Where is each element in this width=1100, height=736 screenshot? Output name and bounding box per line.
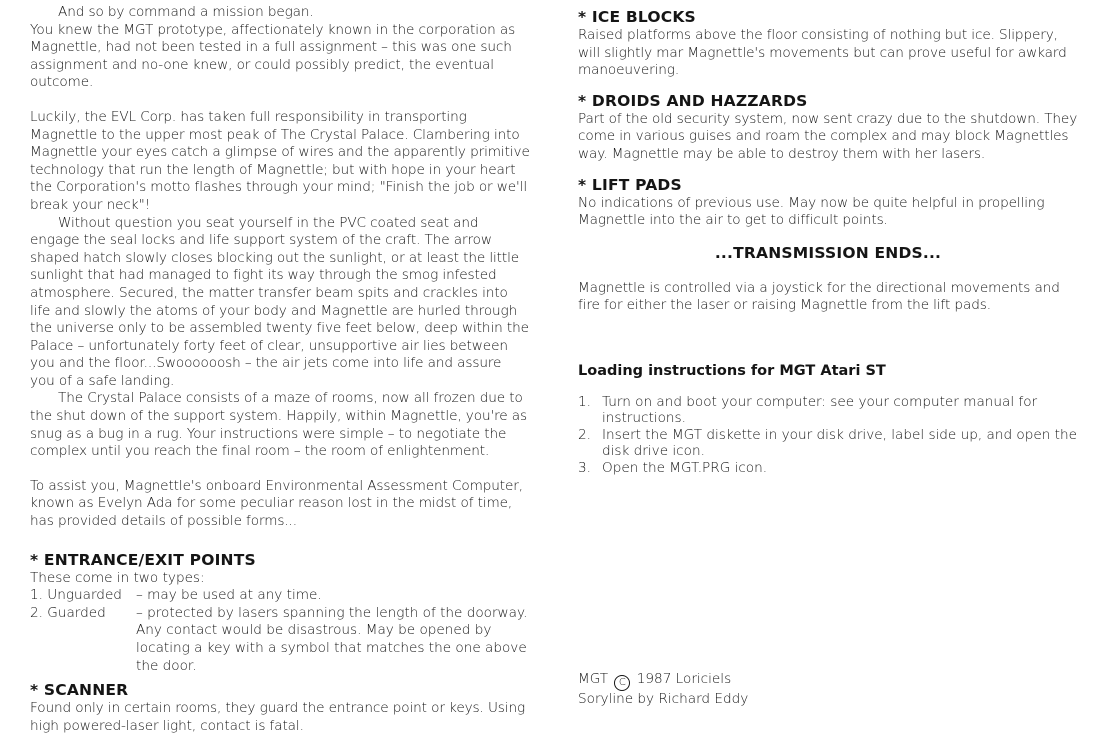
entrance-type-value: – protected by lasers spanning the length of the doorway. Any contact would be disastrous. May be opened by locating a key with a symbol that matches the one above the door. bbox=[136, 604, 528, 674]
entrance-type-row bbox=[30, 587, 530, 605]
step-number: 2. bbox=[578, 426, 591, 443]
entrance-type-key: 2. Guarded bbox=[30, 604, 106, 621]
step-text: Turn on and boot your computer: see your computer manual for instructions. bbox=[602, 393, 1038, 427]
landing-paragraph: Without question you seat yourself in the PVC coated seat and engage the seal locks and life support system of the craft. The arrow shaped hatch slowly closes blocking out the sunlight, or at least the little sunlight that had managed to fight its way through the smog infested atmosphere. Secured, the matter transfer beam spits and crackles into life and slowly the atoms of your body and Magnettle are hurled through the universe only to be assembled twenty five feet below, deep within the Palace – unfortunately forty feet of clear, unsupportive air lies between you and the floor...Swoooooosh – the air jets come into life and assure you of a safe landing. bbox=[30, 214, 529, 389]
entrance-types bbox=[30, 570, 530, 676]
list-item bbox=[578, 394, 1078, 427]
scanner-text: Found only in certain rooms, they guard the entrance point or keys. Using high powered-laser light, contact is fatal. bbox=[30, 700, 526, 734]
transport-paragraph: Luckily, the EVL Corp. has taken full responsibility in transporting Magnettle to the upper most peak of The Crystal Palace. Clambering into Magnettle your eyes catch a glimpse of wires and the apparently primitive technology that run the length of Magnettle; but with hope in your heart the Corporation's motto flashes through your mind; "Finish the job or we'll break your neck"! bbox=[30, 108, 530, 213]
lift-heading: * LIFT PADS bbox=[578, 175, 682, 194]
lift-text: No indications of previous use. May now be quite helpful in propelling Magnettle into the air to get to difficult points. bbox=[578, 194, 1045, 229]
story-credit: Soryline by Richard Eddy bbox=[578, 691, 749, 707]
droids-heading: * DROIDS AND HAZZARDS bbox=[578, 91, 808, 110]
scanner-heading: * SCANNER bbox=[30, 681, 129, 700]
copyright-year-company: 1987 Loriciels bbox=[636, 671, 732, 687]
entrance-heading: * ENTRANCE/EXIT POINTS bbox=[30, 550, 256, 569]
entrance-type-value: – may be used at any time. bbox=[136, 587, 322, 604]
intro-line: And so by command a mission began. bbox=[58, 4, 314, 20]
ice-text: Raised platforms above the floor consisting of nothing but ice. Slippery, will slightly mar Magnettle's movements but can prove useful for awkard manoeuvering. bbox=[578, 27, 1067, 79]
list-item bbox=[578, 460, 1078, 477]
loading-steps bbox=[578, 394, 1078, 477]
copyright-line bbox=[578, 671, 748, 691]
intro-paragraph: You knew the MGT prototype, affectionately known in the corporation as Magnettle, had not been tested in a full assignment – this was one such assignment and no-one knew, or could possibly predict, the eventual outcome. bbox=[30, 21, 516, 91]
left-column bbox=[30, 4, 530, 735]
step-text: Insert the MGT diskette in your disk drive, label side up, and open the disk drive icon. bbox=[602, 426, 1077, 460]
list-item bbox=[578, 427, 1078, 460]
product-name: MGT bbox=[578, 671, 609, 687]
computer-paragraph: To assist you, Magnettle's onboard Environmental Assessment Computer, known as Evelyn Ada for some peculiar reason lost in the midst of time, has provided details of possible forms... bbox=[30, 477, 523, 530]
step-number: 1. bbox=[578, 393, 591, 410]
loading-heading: Loading instructions for MGT Atari ST bbox=[578, 362, 886, 379]
step-number: 3. bbox=[578, 459, 591, 476]
droids-text: Part of the old security system, now sent crazy due to the shutdown. They come in various guises and roam the complex and may block Magnettles way. Magnettle may be able to destroy them with her lasers. bbox=[578, 110, 1078, 162]
step-text: Open the MGT.PRG icon. bbox=[602, 459, 768, 476]
copyright-icon: C bbox=[614, 675, 630, 691]
palace-paragraph: The Crystal Palace consists of a maze of rooms, now all frozen due to the shut down of the support system. Happily, within Magnettle, you're as snug as a bug in a rug. Your instructions were simple – to negotiate the complex until you reach the final room – the room of enlightenment. bbox=[30, 390, 527, 460]
right-column bbox=[578, 4, 1078, 476]
transmission-ends-heading: ...TRANSMISSION ENDS... bbox=[714, 243, 942, 262]
entrance-type-key: 1. Unguarded bbox=[30, 587, 122, 604]
entrance-intro: These come in two types: bbox=[30, 569, 205, 586]
entrance-type-row bbox=[30, 605, 530, 675]
ice-heading: * ICE BLOCKS bbox=[578, 8, 696, 26]
controls-text: Magnettle is controlled via a joystick for the directional movements and fire for either the laser or raising Magnettle from the lift pads. bbox=[578, 279, 1060, 314]
credits-footer bbox=[578, 671, 748, 709]
